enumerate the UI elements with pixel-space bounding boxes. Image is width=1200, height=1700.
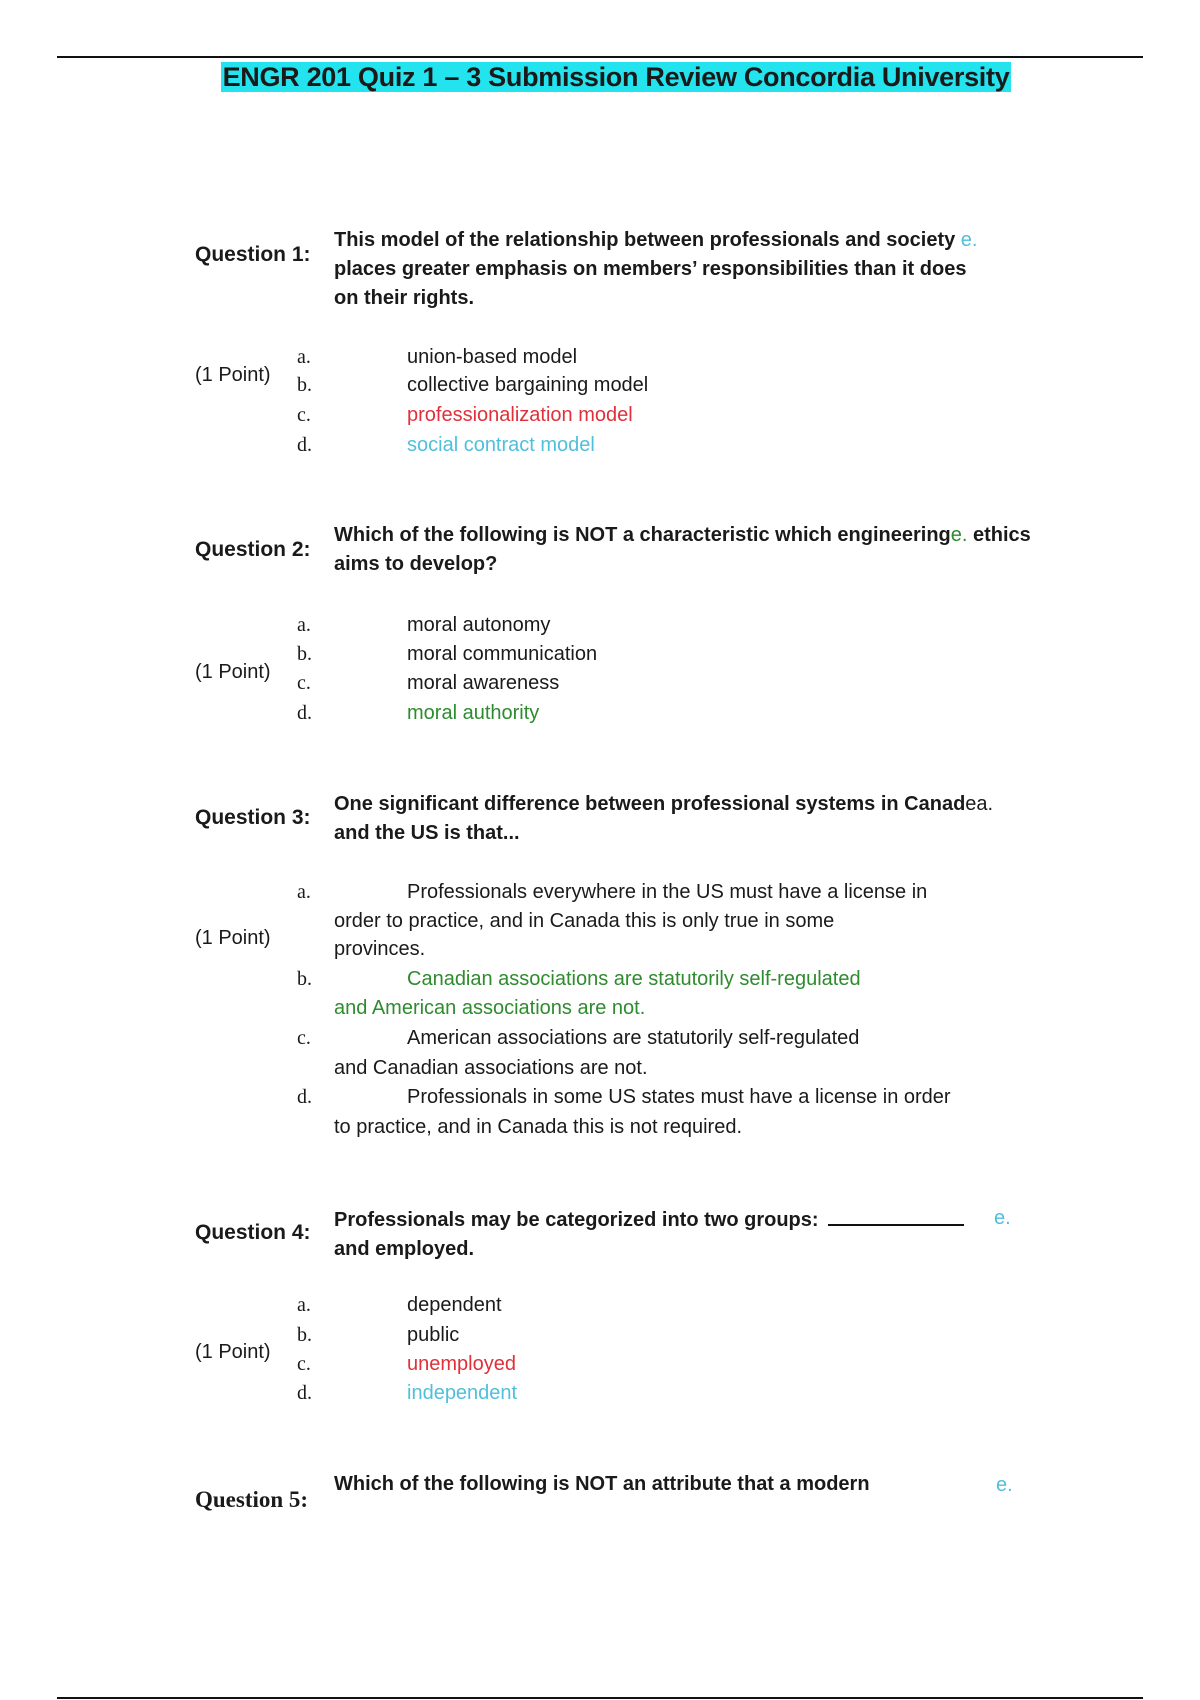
bottom-rule — [57, 1697, 1143, 1699]
option-letter: a. — [297, 346, 311, 368]
answer-blank — [828, 1204, 964, 1226]
option-text: public — [407, 1324, 460, 1346]
option-text: moral autonomy — [407, 614, 551, 636]
question-5-text: Which of the following is NOT an attribute that a modern — [334, 1473, 870, 1495]
question-2-points: (1 Point) — [195, 661, 271, 683]
option-letter: a. — [297, 614, 311, 636]
option-letter: c. — [297, 672, 311, 694]
question-1-label: Question 1: — [195, 243, 311, 266]
option-text: American associations are statutorily self-regulated — [407, 1027, 860, 1049]
option-text-correct: independent — [407, 1382, 518, 1404]
question-2-text: Which of the following is NOT a characteristic which engineeringe. ethics aims to develop? — [334, 524, 1031, 575]
option-text-continued: and Canadian associations are not. — [334, 1057, 648, 1079]
question-3-label: Question 3: — [195, 806, 311, 829]
question-1-mark: e. — [960, 229, 978, 251]
option-letter: d. — [297, 1382, 312, 1404]
option-letter: d. — [297, 434, 312, 456]
option-text: moral communication — [407, 643, 598, 665]
question-1-text: This model of the relationship between professionals and society e. places greater emphasis on members’ responsibilities than it does on their rights. — [334, 229, 978, 309]
option-text-correct: social contract model — [407, 434, 595, 456]
option-letter: b. — [297, 374, 312, 396]
option-text-correct: Canadian associations are statutorily self-regulated — [407, 968, 861, 990]
option-letter: c. — [297, 1353, 311, 1375]
option-text-incorrect: unemployed — [407, 1353, 516, 1375]
option-text-continued: to practice, and in Canada this is not required. — [334, 1116, 743, 1138]
question-5-mark: e. — [996, 1474, 1013, 1496]
question-5-label: Question 5: — [195, 1487, 309, 1512]
option-text-incorrect: professionalization model — [407, 404, 633, 426]
option-letter: c. — [297, 1027, 311, 1049]
option-letter: d. — [297, 1086, 312, 1108]
question-2-label: Question 2: — [195, 538, 311, 561]
question-1-points: (1 Point) — [195, 364, 271, 386]
option-text: dependent — [407, 1294, 502, 1316]
option-letter: c. — [297, 404, 311, 426]
option-letter: d. — [297, 702, 312, 724]
option-letter: a. — [297, 881, 311, 903]
option-letter: b. — [297, 968, 312, 990]
question-4-text: Professionals may be categorized into two groups: and employed. — [334, 1204, 964, 1264]
option-text: union-based model — [407, 346, 578, 368]
question-3-text: One significant difference between professional systems in Canadea. and the US is that... — [334, 793, 994, 844]
question-2-mark: e. — [950, 524, 968, 546]
question-4-label: Question 4: — [195, 1221, 311, 1244]
question-4-mark: e. — [994, 1207, 1011, 1229]
option-text: moral awareness — [407, 672, 560, 694]
document-title — [206, 57, 1026, 97]
option-text-continued: and American associations are not. — [334, 997, 646, 1019]
title-highlight: ENGR 201 Quiz 1 – 3 Submission Review Concordia University — [222, 62, 1010, 92]
question-4-points: (1 Point) — [195, 1341, 271, 1363]
question-3-points: (1 Point) — [195, 927, 271, 949]
question-3-mark: ea. — [965, 793, 994, 815]
option-text: collective bargaining model — [407, 374, 649, 396]
option-text: Professionals everywhere in the US must have a license in — [407, 881, 928, 903]
option-text: Professionals in some US states must have a license in order — [407, 1086, 951, 1108]
option-text-correct: moral authority — [407, 702, 540, 724]
option-letter: b. — [297, 1324, 312, 1346]
option-text-continued: provinces. — [334, 938, 426, 960]
option-letter: a. — [297, 1294, 311, 1316]
option-text-continued: order to practice, and in Canada this is only true in some — [334, 910, 835, 932]
option-letter: b. — [297, 643, 312, 665]
